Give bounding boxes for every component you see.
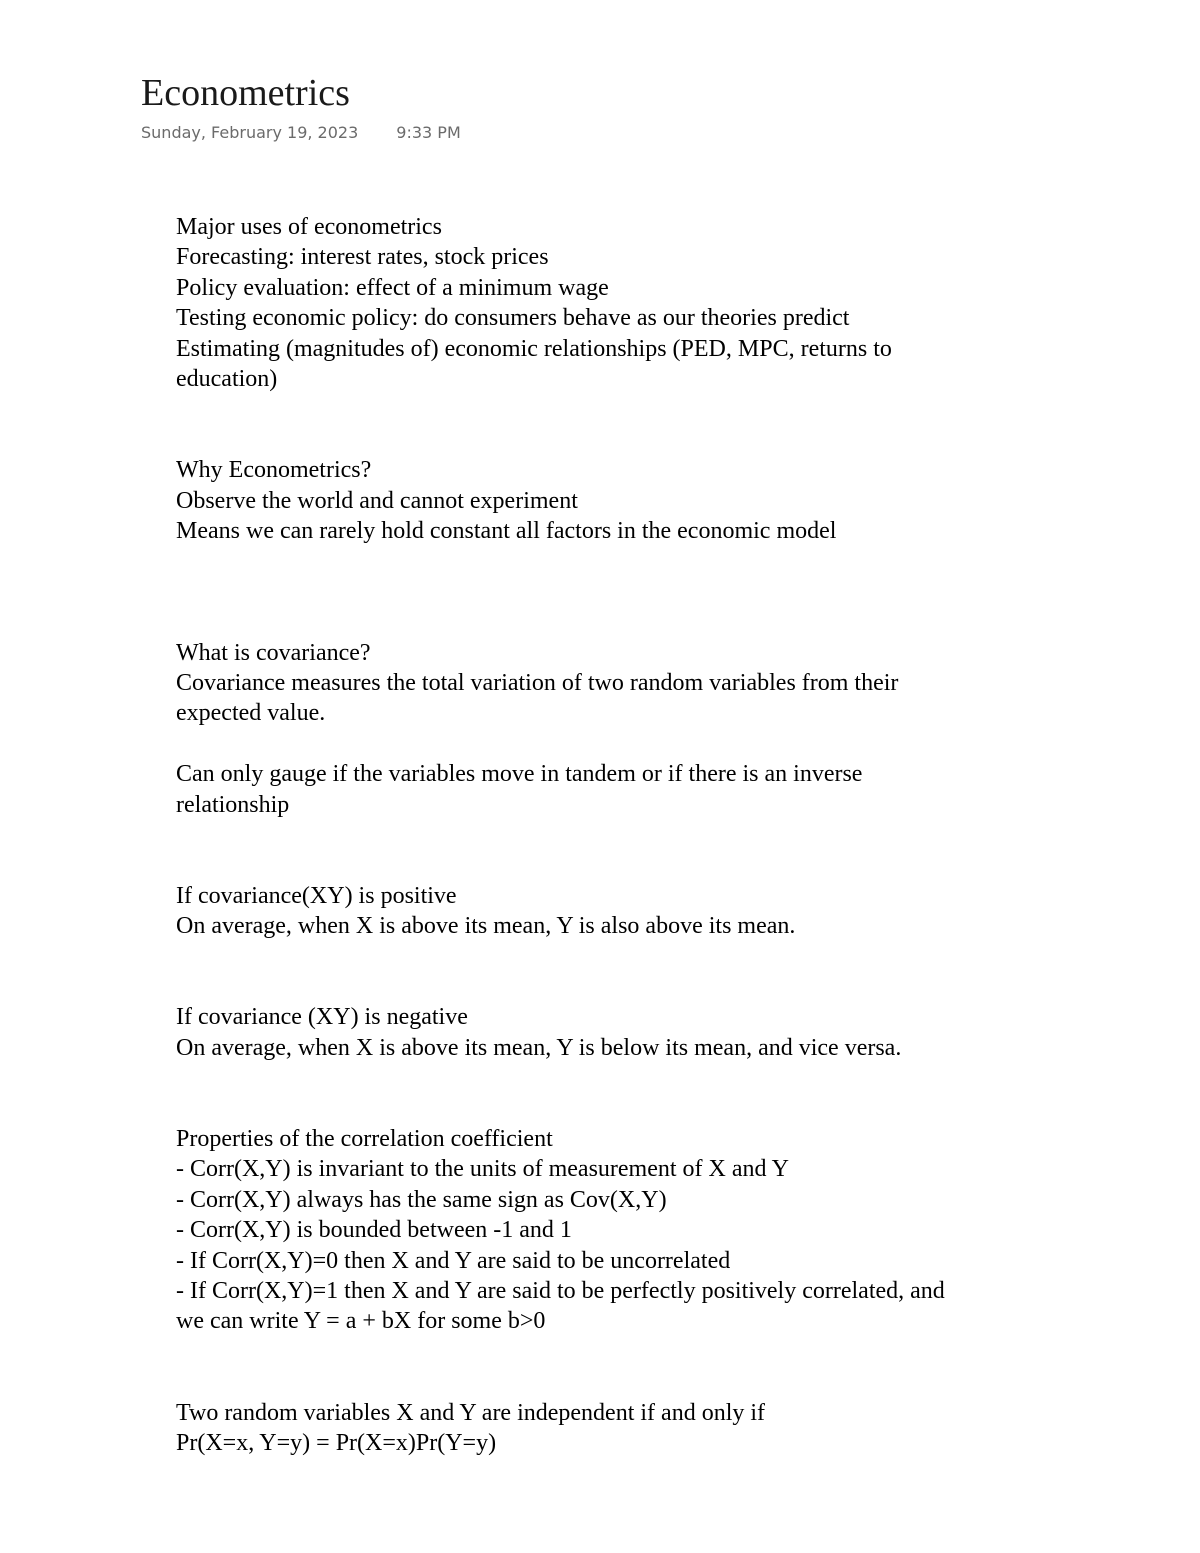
note-line: expected value. <box>176 700 326 727</box>
blank-line <box>176 1337 1076 1367</box>
section-heading-positive: If covariance(XY) is positive <box>176 882 457 909</box>
note-line: Pr(X=x, Y=y) = Pr(X=x)Pr(Y=y) <box>176 1430 497 1457</box>
note-line: On average, when X is above its mean, Y is below its mean, and vice versa. <box>176 1034 902 1061</box>
section-heading-covariance: What is covariance? <box>176 639 371 666</box>
page-meta <box>141 121 461 145</box>
blank-line <box>176 425 1076 455</box>
note-line: On average, when X is above its mean, Y is also above its mean. <box>176 913 796 940</box>
note-line: Estimating (magnitudes of) economic relationships (PED, MPC, returns to <box>176 335 892 362</box>
blank-line <box>176 394 1076 424</box>
blank-line <box>176 607 1076 637</box>
blank-line <box>176 546 1076 576</box>
note-line: Covariance measures the total variation of two random variables from their <box>176 670 899 697</box>
note-line: - Corr(X,Y) is bounded between -1 and 1 <box>176 1217 572 1244</box>
blank-line <box>176 820 1076 850</box>
page-title: Econometrics <box>141 72 350 114</box>
note-line: relationship <box>176 791 290 818</box>
note-line: - If Corr(X,Y)=1 then X and Y are said to be perfectly positively correlated, and <box>176 1278 945 1305</box>
blank-line <box>176 942 1076 972</box>
note-line: Forecasting: interest rates, stock prices <box>176 244 549 271</box>
blank-line <box>176 850 1076 880</box>
blank-line <box>176 577 1076 607</box>
note-line: we can write Y = a + bX for some b>0 <box>176 1308 546 1335</box>
note-line: education) <box>176 366 278 393</box>
blank-line <box>176 1367 1076 1397</box>
note-line: Observe the world and cannot experiment <box>176 487 578 514</box>
note-line: Means we can rarely hold constant all factors in the economic model <box>176 518 837 545</box>
page-time: 9:33 PM <box>396 123 461 142</box>
note-line: Policy evaluation: effect of a minimum wage <box>176 274 609 301</box>
note-content[interactable] <box>176 212 1076 1458</box>
note-line: - If Corr(X,Y)=0 then X and Y are said to be uncorrelated <box>176 1247 731 1274</box>
blank-line <box>176 1094 1076 1124</box>
note-line: - Corr(X,Y) is invariant to the units of measurement of X and Y <box>176 1156 789 1183</box>
note-line: Can only gauge if the variables move in tandem or if there is an inverse <box>176 761 863 788</box>
section-heading-correlation: Properties of the correlation coefficient <box>176 1126 553 1152</box>
blank-line <box>176 1063 1076 1093</box>
section-heading-why: Why Econometrics? <box>176 457 372 484</box>
note-line: - Corr(X,Y) always has the same sign as Cov(X,Y) <box>176 1186 667 1213</box>
blank-line <box>176 972 1076 1002</box>
section-heading-negative: If covariance (XY) is negative <box>176 1004 468 1031</box>
section-heading-uses: Major uses of econometrics <box>176 214 442 240</box>
note-line: Testing economic policy: do consumers behave as our theories predict <box>176 305 850 332</box>
blank-line <box>176 729 1076 759</box>
section-heading-independence: Two random variables X and Y are independent if and only if <box>176 1399 766 1426</box>
page-date: Sunday, February 19, 2023 <box>141 123 359 142</box>
